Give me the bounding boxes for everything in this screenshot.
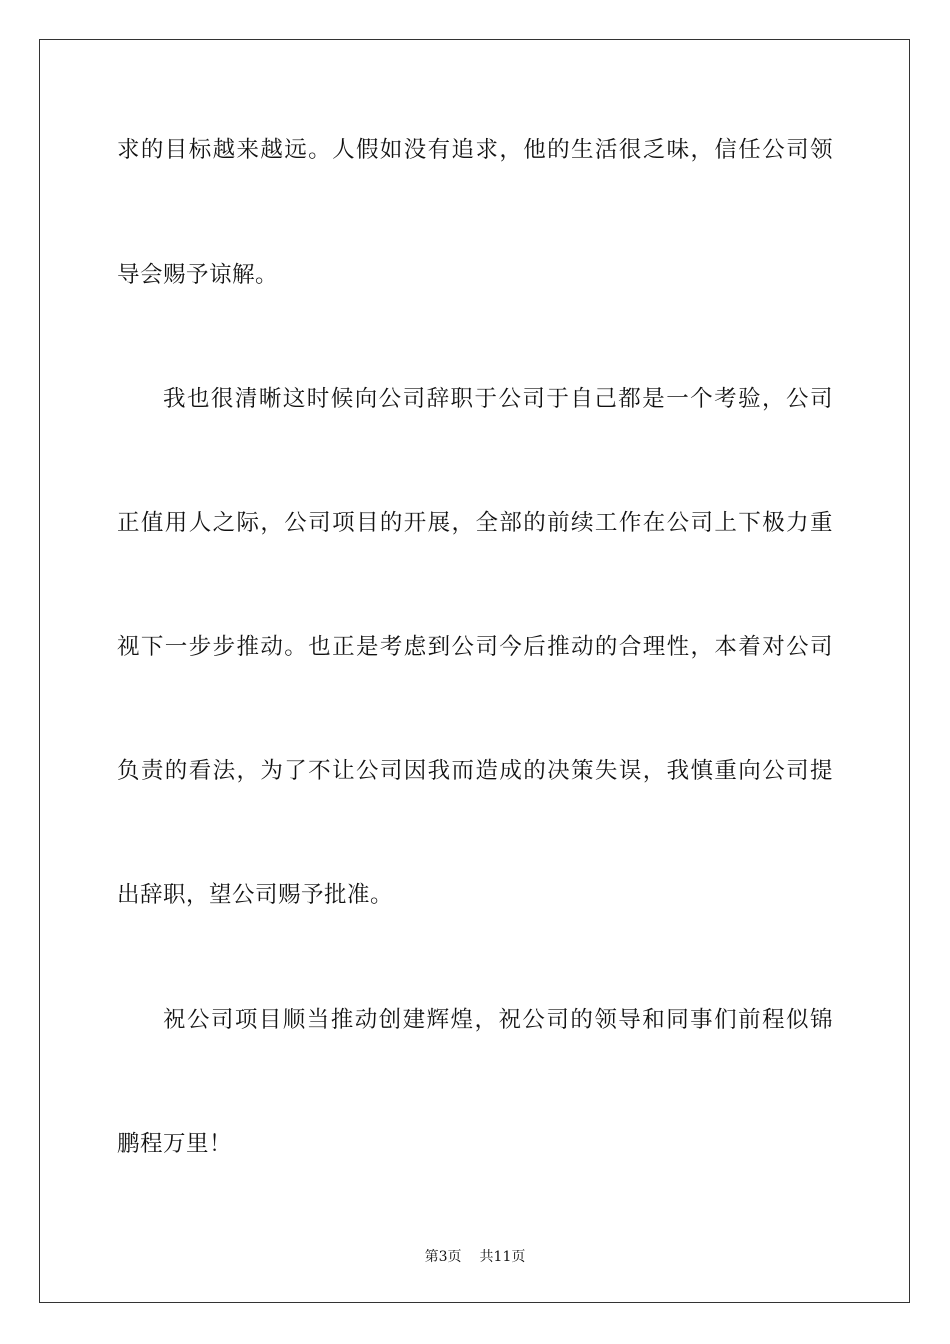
page-footer (0, 1248, 950, 1266)
body-line: 导会赐予谅解。 (117, 262, 279, 288)
body-line: 负责的看法，为了不让公司因我而造成的决策失误，我慎重向公司提 (117, 758, 833, 784)
page-total: 共11页 (479, 1249, 526, 1265)
page-frame (39, 39, 910, 1303)
body-line: 鹏程万里！ (117, 1131, 233, 1157)
paragraph-first-line: 我也很清晰这时候向公司辞职于公司于自己都是一个考验，公司 (163, 386, 833, 412)
body-line: 视下一步步推动。也正是考虑到公司今后推动的合理性，本着对公司 (117, 634, 833, 660)
paragraph-first-line: 祝公司项目顺当推动创建辉煌，祝公司的领导和同事们前程似锦 (163, 1007, 833, 1033)
body-line: 求的目标越来越远。人假如没有追求，他的生活很乏味，信任公司领 (117, 137, 833, 163)
page-number: 第3页 (424, 1249, 462, 1265)
body-line: 正值用人之际，公司项目的开展，全部的前续工作在公司上下极力重 (117, 510, 833, 536)
body-line: 出辞职，望公司赐予批准。 (117, 882, 394, 908)
